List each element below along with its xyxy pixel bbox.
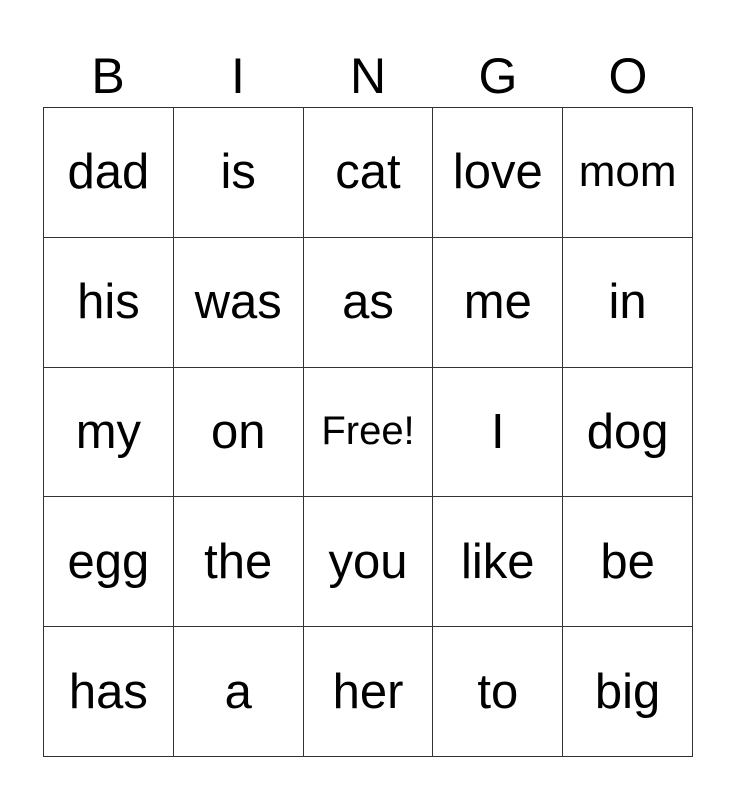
header-letter-g: G — [478, 48, 518, 104]
board-cell[interactable]: I — [433, 368, 563, 498]
board-cell[interactable]: the — [174, 497, 304, 627]
header-letter-n: N — [349, 48, 387, 104]
board-cell[interactable]: be — [563, 497, 693, 627]
board-cell[interactable]: me — [433, 238, 563, 368]
header-letter-i: I — [231, 48, 245, 104]
bingo-header — [43, 48, 693, 104]
board-cell[interactable]: mom — [563, 108, 693, 238]
board-cell[interactable]: was — [174, 238, 304, 368]
board-cell[interactable]: big — [563, 627, 693, 757]
board-cell[interactable]: my — [44, 368, 174, 498]
board-cell[interactable]: like — [433, 497, 563, 627]
board-cell[interactable]: dog — [563, 368, 693, 498]
board-cell[interactable]: egg — [44, 497, 174, 627]
board-cell[interactable]: as — [304, 238, 434, 368]
board-cell[interactable]: in — [563, 238, 693, 368]
board-cell[interactable]: on — [174, 368, 304, 498]
board-cell[interactable]: her — [304, 627, 434, 757]
board-cell[interactable]: a — [174, 627, 304, 757]
free-space-cell[interactable]: Free! — [304, 368, 434, 498]
board-cell[interactable]: has — [44, 627, 174, 757]
board-cell[interactable]: to — [433, 627, 563, 757]
header-letter-b: B — [91, 48, 125, 104]
board-cell[interactable]: dad — [44, 108, 174, 238]
bingo-board — [43, 107, 693, 757]
board-cell[interactable]: you — [304, 497, 434, 627]
board-cell[interactable]: his — [44, 238, 174, 368]
board-cell[interactable]: cat — [304, 108, 434, 238]
board-cell[interactable]: love — [433, 108, 563, 238]
header-letter-o: O — [608, 48, 648, 104]
board-cell[interactable]: is — [174, 108, 304, 238]
